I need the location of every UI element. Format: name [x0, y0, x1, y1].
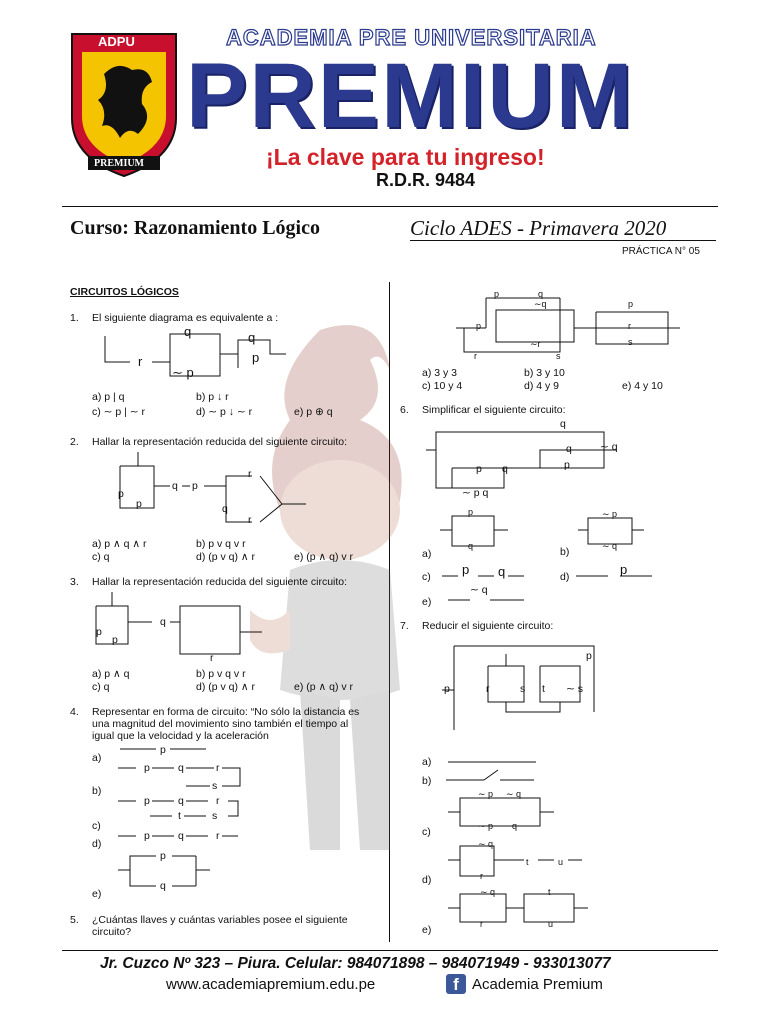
q5-opt-e: e) 4 y 10: [622, 380, 663, 392]
q5d-r: r: [474, 351, 477, 361]
q6e-nq: ∼ q: [470, 584, 488, 596]
q4-opt-d: d): [92, 838, 102, 850]
q1-var-r: r: [138, 354, 143, 369]
q2-var-p2: p: [136, 498, 142, 510]
q2-var-p3: p: [192, 480, 198, 492]
q2-circuit: [110, 452, 320, 528]
q2-opt-a: a) p ∧ q ∧ r: [92, 538, 147, 550]
q3-text: Hallar la representación reducida del siguiente circuito:: [92, 576, 348, 588]
q6-var-npq: ∼ p q: [462, 487, 489, 499]
q2-var-p1: p: [118, 488, 124, 500]
q1-text: El siguiente diagrama es equivalente a :: [92, 312, 279, 324]
q5d-s2: s: [628, 337, 633, 347]
course-title: Curso: Razonamiento Lógico: [70, 217, 320, 239]
rdr-number: R.D.R. 9484: [376, 170, 476, 190]
q3-var-r: r: [210, 652, 214, 664]
q7d-t: t: [526, 857, 529, 867]
q4c-p: p: [144, 830, 150, 842]
q2-text: Hallar la representación reducida del siguiente circuito:: [92, 436, 348, 448]
q4c-r: r: [216, 830, 220, 842]
q6-opt-a: a): [422, 548, 432, 560]
academy-title: ACADEMIA PRE UNIVERSITARIA: [226, 25, 597, 50]
shield-logo: [68, 30, 180, 178]
q6a-p: p: [468, 507, 474, 517]
q4b-s: s: [212, 810, 218, 822]
q7-text: Reducir el siguiente circuito:: [422, 620, 554, 632]
q7d-nq: ∼ q: [478, 839, 494, 849]
q1-opt-a: a) p | q: [92, 391, 125, 403]
q2-var-q2: q: [222, 503, 228, 515]
q5d-p: p: [494, 289, 500, 299]
q2-var-q: q: [172, 480, 178, 492]
q4-text-3: igual que la velocidad y la aceleración: [92, 730, 269, 742]
q6-var-q2: q: [566, 443, 572, 455]
q2-opt-c: c) q: [92, 551, 110, 563]
q5-number: 5.: [70, 914, 79, 926]
q6d-p: p: [620, 562, 628, 577]
q4b-p: p: [144, 795, 150, 807]
q4a-r: r: [216, 762, 220, 774]
q3-circuit: [90, 592, 290, 662]
q3-number: 3.: [70, 576, 79, 588]
q6-var-q3: q: [502, 463, 508, 475]
q4c-q: q: [178, 830, 184, 842]
q4-diagrams: [110, 740, 280, 900]
q4-text-1: Representar en forma de circuito: “No sólo la distancia es: [92, 706, 360, 718]
q5-text-1: ¿Cuántas llaves y cuántas variables posee el siguiente: [92, 914, 348, 926]
q6-var-nq: ∼ q: [600, 441, 618, 453]
footer-facebook[interactable]: Academia Premium: [472, 976, 603, 993]
q4a-p1: p: [160, 744, 166, 756]
q6-opt-b: b): [560, 546, 570, 558]
q7-var-s: s: [520, 683, 526, 695]
q7-opt-d: d): [422, 874, 432, 886]
q7d-u: u: [558, 857, 564, 867]
q5d-nr: ∼r: [530, 339, 541, 349]
slogan: ¡La clave para tu ingreso!: [266, 144, 545, 170]
shield-bottom-text: PREMIUM: [94, 158, 144, 169]
cycle-underline: [410, 240, 716, 241]
q6-opt-e: e): [422, 596, 432, 608]
q5d-p2: p: [476, 321, 482, 331]
q5d-p3: p: [628, 299, 634, 309]
q6-opt-c: c): [422, 571, 431, 583]
footer-website[interactable]: www.academiapremium.edu.pe: [166, 976, 376, 993]
q5d-r2: r: [628, 321, 631, 331]
footer-address: Jr. Cuzco Nº 323 – Piura. Celular: 984071898 – 984071949 - 933013077: [100, 955, 611, 972]
q7c-nq: ∼ q: [506, 789, 522, 799]
q4b-q: q: [178, 795, 184, 807]
q5d-s: s: [556, 351, 561, 361]
q7e-nq: ∼ q: [480, 887, 496, 897]
q2-var-r1: r: [248, 468, 252, 480]
q3-var-p1: p: [96, 626, 102, 638]
q4-number: 4.: [70, 706, 79, 718]
q2-opt-e: e) (p ∧ q) v r: [294, 551, 354, 563]
q7e-t: t: [548, 887, 551, 897]
q4d-p: p: [160, 850, 166, 862]
practice-number: PRÁCTICA N° 05: [622, 246, 700, 257]
q4-opt-b: b): [92, 785, 102, 797]
q6a-q: q: [468, 541, 474, 551]
q6b-np: ∼ p: [602, 509, 618, 519]
q1-opt-b: b) p ↓ r: [196, 391, 229, 403]
q7c-np: ∼ p: [478, 789, 494, 799]
q5d-q: q: [538, 289, 544, 299]
q5-text-2: circuito?: [92, 926, 132, 938]
q5-opt-b: b) 3 y 10: [524, 367, 565, 379]
q6-var-p: p: [476, 463, 482, 475]
q7c-q: q: [512, 821, 518, 831]
q3-var-q: q: [160, 616, 166, 628]
facebook-icon[interactable]: f: [446, 974, 466, 994]
q5d-nq: ∼q: [534, 299, 547, 309]
q6b-nq: ∼ q: [602, 541, 618, 551]
q4-opt-a: a): [92, 752, 102, 764]
q4-text-2: una magnitud del movimiento sino también el tiempo al: [92, 718, 349, 730]
q5-opt-a: a) 3 y 3: [422, 367, 458, 379]
q1-var-q1: q: [184, 324, 192, 339]
q1-opt-c: c) ∼ p | ∼ r: [92, 406, 145, 418]
q6c-p: p: [462, 562, 470, 577]
q4-opt-e: e): [92, 888, 102, 900]
q1-var-q2: q: [248, 330, 256, 345]
q1-var-p: p: [252, 350, 260, 365]
q7e-r: r: [480, 919, 483, 929]
q7c-np2: ∼ p: [478, 821, 494, 831]
q2-opt-b: b) p v q v r: [196, 538, 246, 550]
q6-number: 6.: [400, 404, 409, 416]
q7-number: 7.: [400, 620, 409, 632]
q1-number: 1.: [70, 312, 79, 324]
q6-text: Simplificar el siguiente circuito:: [422, 404, 566, 416]
q4b-r: r: [216, 795, 220, 807]
q7-opt-e: e): [422, 924, 432, 936]
q3-opt-d: d) (p v q) ∧ r: [196, 681, 256, 693]
q7-var-r: r: [486, 683, 490, 695]
q6-circuit: [424, 424, 624, 500]
q7-var-p: p: [586, 650, 592, 662]
q5-circuit: [456, 290, 682, 360]
q7-var-t: t: [542, 683, 545, 695]
q1-circuit: [100, 326, 300, 386]
q4d-q: q: [160, 880, 166, 892]
brand-title: PREMIUM: [186, 45, 635, 147]
q7-opt-a: a): [422, 756, 432, 768]
q5-opt-c: c) 10 y 4: [422, 380, 463, 392]
q2-var-r2: r: [248, 514, 252, 526]
footer-divider: [62, 950, 718, 951]
q1-opt-d: d) ∼ p ↓ ∼ r: [196, 406, 253, 418]
q7-var-ns: ∼ s: [566, 683, 583, 695]
q3-opt-a: a) p ∧ q: [92, 668, 130, 680]
q6-opt-d: d): [560, 571, 570, 583]
q3-opt-b: b) p v q v r: [196, 668, 246, 680]
q3-opt-e: e) (p ∧ q) v r: [294, 681, 354, 693]
q3-var-p2: p: [112, 634, 118, 646]
q7-opt-c: c): [422, 826, 431, 838]
q7-opt-b: b): [422, 775, 432, 787]
cycle-title: Ciclo ADES - Primavera 2020: [410, 216, 667, 240]
q4b-t: t: [178, 810, 181, 822]
q4-opt-c: c): [92, 820, 101, 832]
q1-opt-e: e) p ⊕ q: [294, 406, 333, 418]
q7e-u: u: [548, 919, 554, 929]
q7-options-diagrams: [444, 756, 604, 936]
q2-opt-d: d) (p v q) ∧ r: [196, 551, 256, 563]
q4a-q: q: [178, 762, 184, 774]
q2-number: 2.: [70, 436, 79, 448]
q6-var-q: q: [560, 418, 566, 430]
q4a-s: s: [212, 780, 218, 792]
header-divider: [62, 206, 718, 207]
section-title: CIRCUITOS LÓGICOS: [70, 286, 179, 298]
q3-opt-c: c) q: [92, 681, 110, 693]
q5-opt-d: d) 4 y 9: [524, 380, 560, 392]
q7-var-p2: p: [444, 683, 450, 695]
q6-var-p2: p: [564, 459, 570, 471]
q6c-q: q: [498, 564, 506, 579]
shield-top-text: ADPU: [98, 34, 135, 49]
q7d-r: r: [480, 871, 483, 881]
q1-var-np: ∼ p: [172, 365, 194, 380]
q4a-p2: p: [144, 762, 150, 774]
